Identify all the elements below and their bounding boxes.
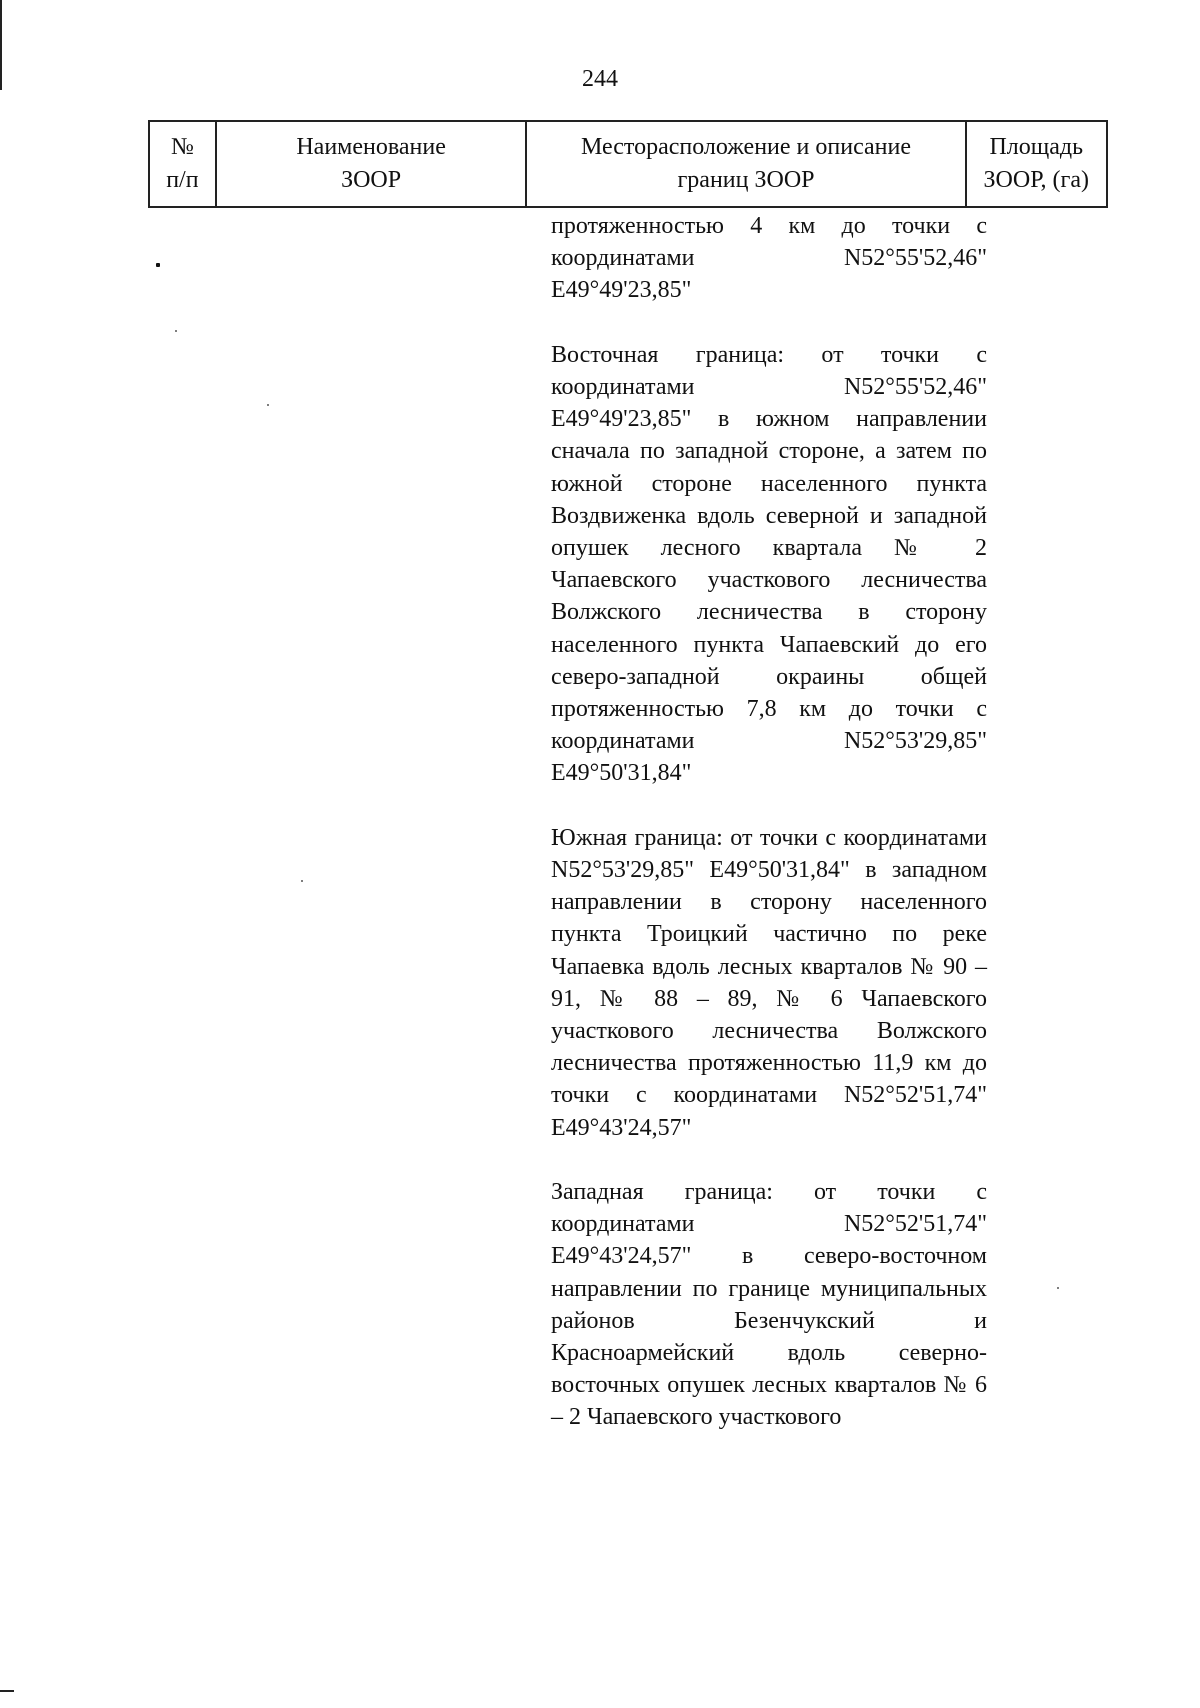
scan-speck (301, 880, 303, 882)
page-number: 244 (582, 66, 618, 92)
header-cell-number (149, 121, 216, 207)
header-location-line-1: Месторасположение и описание (580, 134, 912, 160)
header-cell-area (966, 121, 1107, 207)
scan-speck (267, 404, 269, 406)
zoor-table-header (148, 120, 1108, 208)
location-paragraph-continuation: протяженностью 4 км до точки с координатами N52°55'52,46" E49°49'23,85" (551, 213, 987, 304)
header-cell-location (526, 121, 965, 207)
scan-speck (1057, 1287, 1059, 1289)
header-location-line-2: границ ЗООР (677, 167, 815, 193)
header-number-line-2: п/п (166, 167, 199, 193)
header-area-line-1: Площадь (989, 134, 1084, 160)
header-name-line-2: ЗООР (341, 167, 402, 193)
scan-speck (156, 263, 160, 267)
location-paragraph-east-border: Восточная граница: от точки с координатами N52°55'52,46" E49°49'23,85" в южном направлении сначала по западной стороне, а затем по южной стороне населенного пункта Воздвиженка вдоль северной и западной опушек лесного квартала № 2 Чапаевского участкового лесничества Волжского лесничества в сторону населенного пункта Чапаевский до его северо-западной окраины общей протяженностью 7,8 км до точки с координатами N52°53'29,85" E49°50'31,84" (551, 341, 987, 787)
location-description-column (551, 210, 987, 1466)
header-number-line-1: № (170, 134, 194, 160)
location-paragraph-west-border: Западная граница: от точки с координатами N52°52'51,74" E49°43'24,57" в северо-восточном направлении по границе муниципальных районов Безенчукский и Красноармейский вдоль северно-восточных опушек лесных кварталов № 6 – 2 Чапаевского участкового (551, 1179, 987, 1431)
header-area-line-2: ЗООР, (га) (983, 167, 1090, 193)
header-cell-name (216, 121, 527, 207)
location-paragraph-south-border: Южная граница: от точки с координатами N52°53'29,85" E49°50'31,84" в западном направлении в сторону населенного пункта Троицкий частично по реке Чапаевка вдоль лесных кварталов № 90 – 91, № 88 – 89, № 6 Чапаевского участкового лесничества Волжского лесничества протяженностью 11,9 км до точки с координатами N52°52'51,74" E49°43'24,57" (551, 824, 987, 1141)
scan-speck (175, 330, 177, 332)
scan-bottom-edge-mark (0, 1690, 14, 1692)
header-name-line-1: Наименование (296, 134, 446, 160)
